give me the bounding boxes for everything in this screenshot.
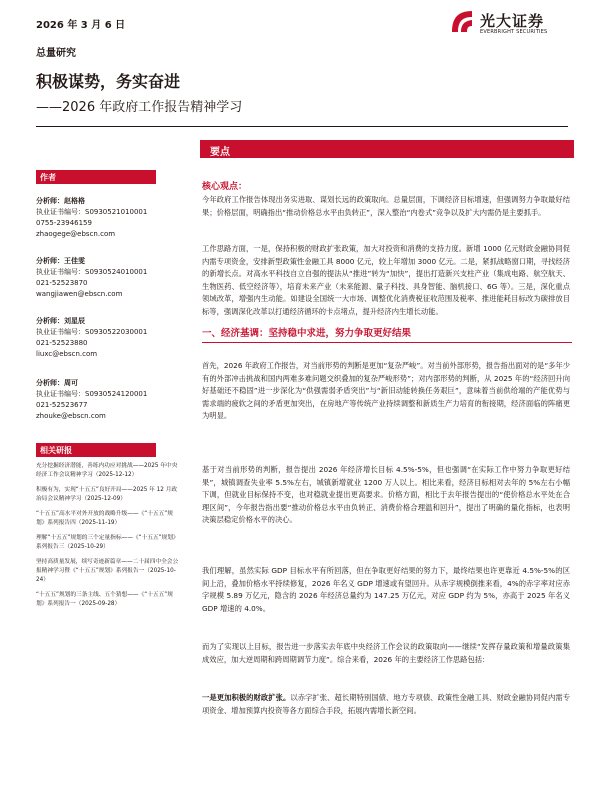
paragraph-gdp: 我们理解，虽然实际 GDP 目标水平有所回落，但在争取更好结果的努力下，最终结果也许更靠近 4.5%-5%的区间上沿，叠加价格水平持续修复，2026 年名义 GDP 增速或有望回升。从赤字规模倒推来看，4%的赤字率对应赤字规模 5.89 万亿元，隐含的 2026 年经济总量约为 147.25 万亿元，对应 GDP 约为 5%，亦高于 2025 年名义 GDP 增速的 4.0%。 — [202, 566, 570, 613]
report-date: 2026 年 3 月 6 日 — [36, 20, 126, 31]
paragraph-work-ideas: 工作思路方面，一是，保持积极的财政扩张政策，加大对投资和消费的支持力度。新增 1000 亿元财政金融协同促内需专项资金，安排新型政策性金融工具 8000 亿元，较上年增加 3000 亿元。二是，紧抓战略窗口期，寻找经济的新增长点。对高水平科技自立自强的提法从“推进”转为“加快”，提出打造新兴支柱产业（集成电路、航空航天、生物医药、低空经济等），培育未来产业（未来能源、量子科技、具身智能、脑机接口、6G 等）。三是，深化重点领域改革，增强内生动能。如建设全国统一大市场、调整优化消费税征收范围及税率、推进能耗目标改为碳排放目标等，强调深化改革以打通经济循环的卡点堵点，提升经济内生增长动能。 — [202, 244, 570, 316]
analyst-email[interactable]: zhouke@ebscn.com — [36, 412, 106, 420]
related-report-link[interactable]: “十五五”高水平对外开放的战略升级——《“十五五”规划》系列报告四（2025-11-19） — [36, 511, 173, 526]
page-subtitle: ——2026 年政府工作报告精神学习 — [36, 100, 243, 115]
analyst-phone: 021-52523677 — [36, 401, 88, 409]
analyst-name: 分析师：周可 — [36, 379, 78, 387]
report-type: 总量研究 — [36, 48, 76, 59]
analyst-email[interactable]: liuxc@ebscn.com — [36, 350, 98, 358]
logo-text-cn: 光大证券 — [480, 12, 545, 30]
authors-heading: 作者 — [36, 170, 156, 184]
analyst-card — [36, 378, 196, 422]
analyst-license: 执业证书编号：S0930521010001 — [36, 208, 148, 216]
logo-text-en: EVERBRIGHT SECURITIES — [480, 29, 548, 35]
related-report-link[interactable]: 充分挖掘经济潜能，善练内功应对挑战——2025 年中央经济工作会议精神学习（2025-12-12） — [36, 463, 178, 478]
analyst-email[interactable]: wangjiawen@ebscn.com — [36, 290, 123, 298]
analyst-email[interactable]: zhaogege@ebscn.com — [36, 230, 116, 238]
title-divider — [36, 126, 568, 127]
fiscal-lead: 一是更加积极的财政扩张。 — [202, 693, 291, 702]
analyst-phone: 021-52523880 — [36, 339, 88, 347]
page-title: 积极谋势，务实奋进 — [36, 72, 181, 91]
core-view-label: 核心观点： — [202, 182, 248, 192]
brand-logo — [448, 6, 568, 40]
everbright-logo-icon — [448, 8, 476, 36]
related-report-link[interactable]: 积极有为，实现“十五五”良好开局——2025 年 12 月政治局会议精神学习（2025-12-09） — [36, 487, 178, 502]
paragraph-situation: 首先，2026 年政府工作报告，对当前形势的判断是更加“复杂严峻”。对当前外部形势，报告指出面对的是“多年少有的外部冲击挑战和国内两难多难问题交织叠加的复杂严峻形势”；对内部形势的判断，从 2025 年的“经济回升向好基础还不稳固”进一步深化为“供强需弱矛盾突出”与“新旧动能转换任务艰巨”，意味着当前供给端的产能优势与需求端的疲软之间的矛盾更加突出，在房地产等传统产业持续调整和新质生产力培育的衔接期，经济面临的阵痛更为明显。 — [202, 361, 570, 420]
analyst-name: 分析师：赵格格 — [36, 197, 85, 205]
related-report-link[interactable]: 理解“十五五”规划的三个定量指标——《“十五五”规划》系列报告三（2025-10-29） — [36, 535, 179, 550]
related-report-link[interactable]: “十五五”规划的三条主线、五个猜想——《“十五五”规划》系列报告一（2025-09-28） — [36, 592, 173, 607]
analyst-license: 执业证书编号：S0930524010001 — [36, 268, 148, 276]
analyst-card — [36, 316, 196, 360]
paragraph-fiscal — [202, 692, 570, 717]
analyst-phone: 0755-23946159 — [36, 219, 92, 227]
fiscal-body: 以赤字扩张、超长期特别国债、地方专项债、政策性金融工具、财政金融协同促内需专项资金、增加预算内投资等各方面综合手段，拓展内需增长新空间。 — [202, 693, 571, 715]
analyst-phone: 021-52523870 — [36, 279, 88, 287]
analyst-card — [36, 256, 196, 300]
analyst-name: 分析师：王佳雯 — [36, 257, 85, 265]
summary-bar — [200, 140, 574, 158]
analyst-license: 执业证书编号：S0930522030001 — [36, 328, 148, 336]
paragraph-summary: 今年政府工作报告体现出务实进取、谋划长远的政策取向。总量层面，下调经济目标增速，但强调努力争取最好结果；价格层面，明确指出“推动价格总水平由负转正”，深入整治“内卷式”竞争以及扩大内需仍是主要抓手。 — [202, 195, 570, 217]
analyst-name: 分析师：刘星辰 — [36, 317, 85, 325]
related-list — [36, 462, 181, 615]
summary-bar-label: 要点 — [210, 147, 230, 158]
related-heading: 相关研报 — [36, 443, 156, 457]
analyst-license: 执业证书编号：S0930524120001 — [36, 390, 148, 398]
related-report-link[interactable]: 坚持高质量发展，续写奇迹新篇章——二十届四中全会公报精神学习暨《“十五五”规划》系列报告一（2025-10-24） — [36, 559, 179, 583]
paragraph-policy: 而为了实现以上目标，报告进一步落实去年底中央经济工作会议的政策取向——继续“发挥存量政策和增量政策集成效应，加大逆周期和跨周期调节力度”。综合来看，2026 年的主要经济工作思路包括： — [202, 642, 570, 664]
paragraph-targets: 基于对当前形势的判断，报告提出 2026 年经济增长目标 4.5%-5%，但也强调“在实际工作中努力争取更好结果”，城镇调查失业率 5.5%左右，城镇新增就业 1200 万人以上。相比来看，经济目标相对去年的 5%左右小幅下调，但就业目标保持不变，也对稳就业提出更高要求。价格方面，相比于去年报告提出的“使价格总水平处在合理区间”，今年报告指出要“推动价格总水平由负转正、消费价格合理温和回升”，提出了明确的量化指标，也表明决策层稳定价格水平的决心。 — [202, 465, 570, 524]
section-1-title: 一、经济基调：坚持稳中求进，努力争取更好结果 — [202, 328, 412, 339]
section-heading — [202, 322, 572, 343]
analyst-card — [36, 196, 196, 240]
